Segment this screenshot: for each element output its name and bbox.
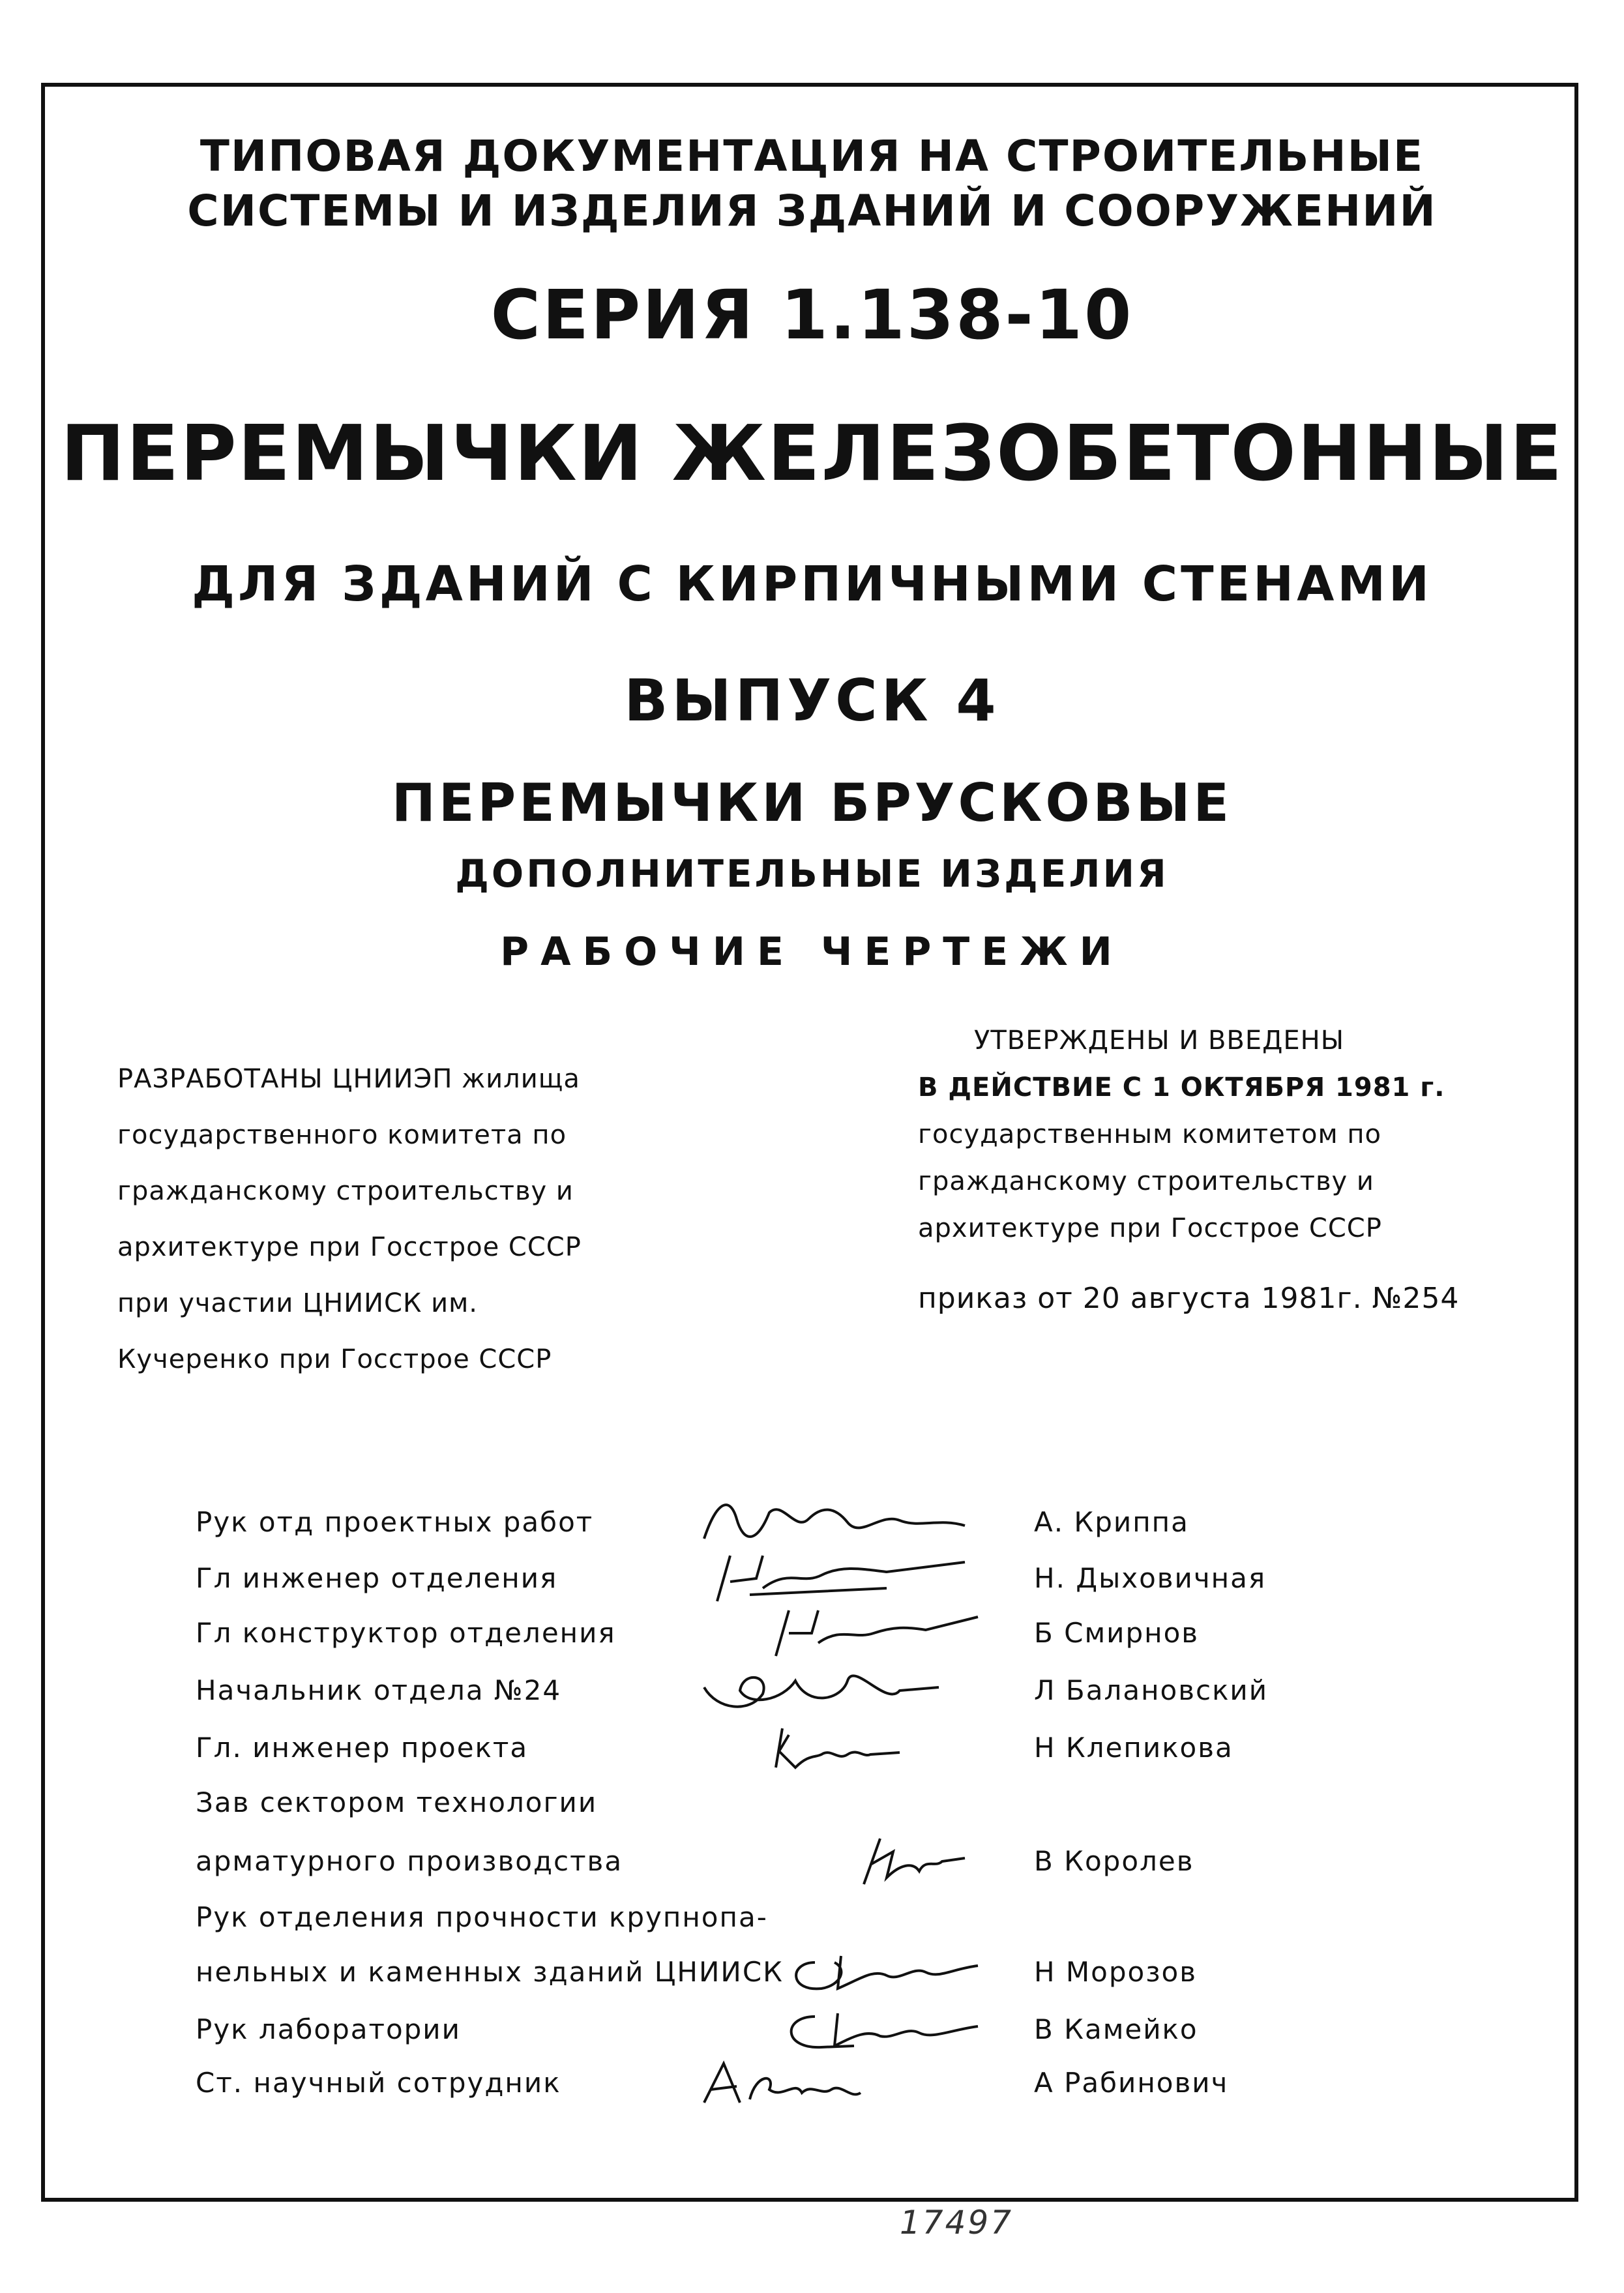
signatory-role: Гл. инженер проекта [196,1732,529,1764]
signatory-name: Л Балановский [1034,1674,1269,1706]
signatory-name: Б Смирнов [1034,1617,1200,1649]
issue-title: ПЕРЕМЫЧКИ БРУСКОВЫЕ [391,773,1233,833]
approved-by-block [918,1017,1459,1322]
signatory-name: В Камейко [1034,2013,1198,2045]
signature-mark [691,1832,1004,1891]
signatory-role: Начальник отдела №24 [196,1674,562,1706]
signature-mark [691,2000,1004,2059]
signatory-row [0,1604,1624,1663]
developed-by-line: архитектуре при Госстрое СССР [117,1232,582,1262]
signature-mark [691,1661,1004,1720]
header-line-1: ТИПОВАЯ ДОКУМЕНТАЦИЯ НА СТРОИТЕЛЬНЫЕ [199,131,1425,181]
signatory-role: Рук лаборатории [196,2013,461,2045]
signatory-name: А Рабинович [1034,2067,1229,2099]
signatory-role: Рук отд проектных работ [196,1506,594,1538]
header-line-2: СИСТЕМЫ И ИЗДЕЛИЯ ЗДАНИЙ И СООРУЖЕНИЙ [187,186,1437,236]
signatory-role: нельных и каменных зданий ЦНИИСК [196,1956,784,1988]
developed-by-line: РАЗРАБОТАНЫ ЦНИИЭП жилища [117,1064,580,1094]
signatory-row [0,1888,1624,1947]
signatory-role: арматурного производства [196,1845,623,1877]
approved-by-line: государственным комитетом по [918,1119,1381,1149]
signature-mark [691,1549,1004,1608]
signatory-name: В Королев [1034,1845,1194,1877]
signatory-role: Гл конструктор отделения [196,1617,616,1649]
issue-label: ВЫПУСК 4 [624,667,1000,734]
signatory-row [0,2054,1624,2112]
signature-mark [691,1493,1004,1552]
signature-mark [691,1604,1004,1663]
developed-by-line: Кучеренко при Госстрое СССР [117,1344,552,1374]
signatory-role: Ст. научный сотрудник [196,2067,561,2099]
signature-mark [691,1943,1004,2002]
document-subtitle: ДЛЯ ЗДАНИЙ С КИРПИЧНЫМИ СТЕНАМИ [192,556,1432,612]
signatory-name: Н Морозов [1034,1956,1198,1988]
approved-by-line: В ДЕЙСТВИЕ С 1 ОКТЯБРЯ 1981 г. [918,1073,1445,1102]
signatory-row [0,1832,1624,1891]
signatory-role: Зав сектором технологии [196,1786,598,1818]
signatory-row [0,1943,1624,2002]
inventory-number: 17497 [900,2204,1014,2241]
signatory-row [0,1773,1624,1832]
working-drawings-label: РАБОЧИЕ ЧЕРТЕЖИ [500,929,1124,975]
signatory-row [0,1493,1624,1552]
signatory-row [0,1719,1624,1777]
signatory-name: А. Криппа [1034,1506,1189,1538]
signature-mark [691,1719,1004,1777]
approved-by-line: архитектуре при Госстрое СССР [918,1213,1382,1243]
approved-by-line: гражданскому строительству и [918,1166,1374,1196]
order-reference: приказ от 20 августа 1981г. №254 [918,1282,1460,1315]
signatory-name: Н Клепикова [1034,1732,1233,1764]
developed-by-line: при участии ЦНИИСК им. [117,1288,478,1318]
signatory-row [0,1661,1624,1720]
signatory-row [0,1549,1624,1608]
approved-by-line: УТВЕРЖДЕНЫ И ВВЕДЕНЫ [973,1026,1345,1056]
developed-by-block [117,1051,582,1387]
developed-by-line: гражданскому строительству и [117,1176,574,1206]
document-title: ПЕРЕМЫЧКИ ЖЕЛЕЗОБЕТОННЫЕ [60,408,1564,498]
signature-mark [691,2054,1004,2112]
signatory-name: Н. Дыховичная [1034,1562,1267,1594]
issue-subtitle: ДОПОЛНИТЕЛЬНЫЕ ИЗДЕЛИЯ [455,851,1169,896]
signatory-role: Рук отделения прочности крупнопа- [196,1901,768,1933]
series-number: СЕРИЯ 1.138-10 [490,275,1134,355]
signatory-row [0,2000,1624,2059]
signatory-role: Гл инженер отделения [196,1562,558,1594]
developed-by-line: государственного комитета по [117,1120,567,1150]
